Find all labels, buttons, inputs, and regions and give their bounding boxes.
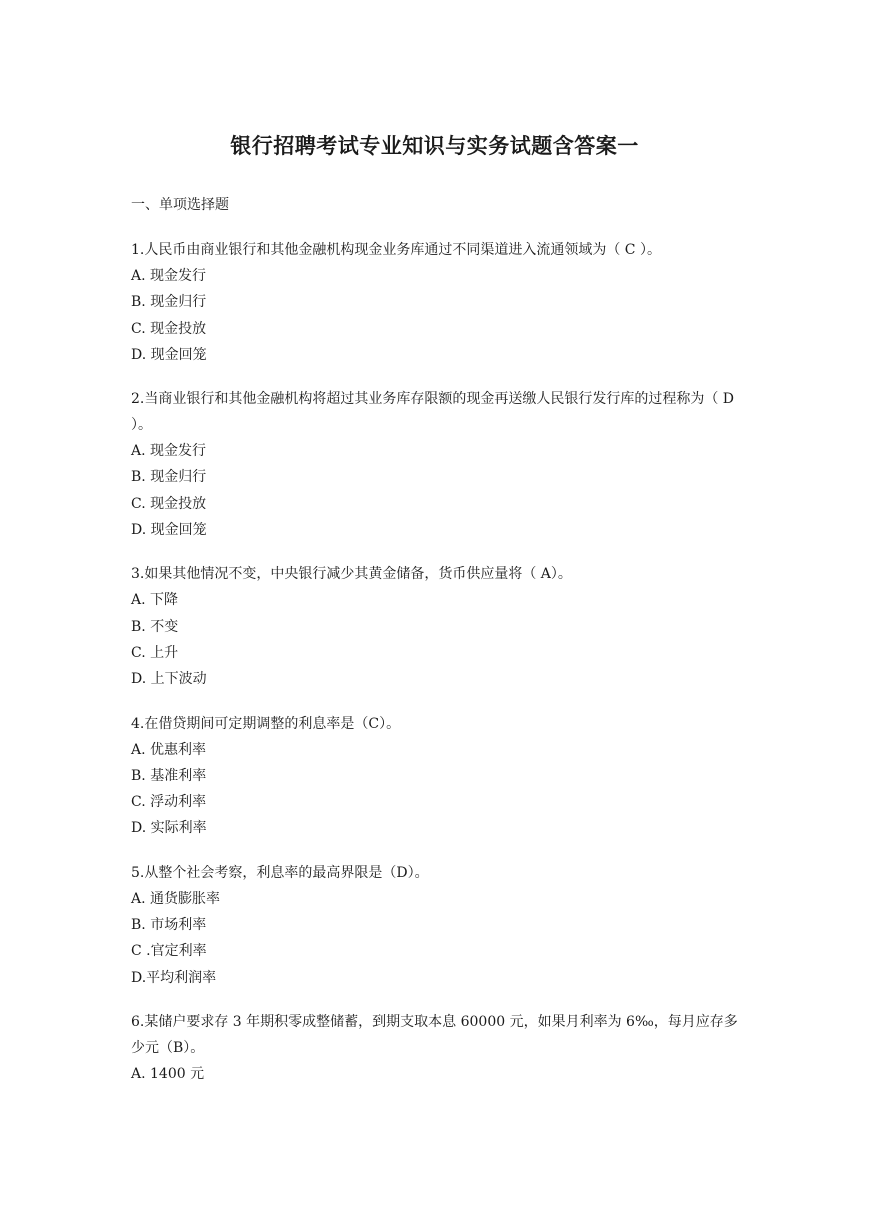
question-item xyxy=(131,561,741,692)
question-stem: 1.人民币由商业银行和其他金融机构现金业务库通过不同渠道进入流通领域为（ C ）。 xyxy=(131,242,661,258)
question-stem: 3.如果其他情况不变，中央银行减少其黄金储备，货币供应量将（ A）。 xyxy=(131,566,572,583)
question-stem: 6.某储户要求存 3 年期积零成整储蓄，到期支取本息 60000 元，如果月利率为 6‰，每月应存多少元（B）。 xyxy=(131,1013,738,1056)
answer-option: A. 优惠利率 xyxy=(131,741,207,758)
answer-option: C. 现金投放 xyxy=(131,495,207,512)
answer-option: A. 1400 元 xyxy=(131,1065,205,1082)
answer-option: C. 上升 xyxy=(131,644,179,661)
question-item xyxy=(131,711,741,842)
answer-option: A. 通货膨胀率 xyxy=(131,890,221,907)
answer-option: A. 现金发行 xyxy=(131,443,207,460)
question-stem: 5.从整个社会考察，利息率的最高界限是（D）。 xyxy=(131,864,429,881)
answer-option: A. 下降 xyxy=(131,592,179,609)
answer-option: A. 现金发行 xyxy=(131,268,207,284)
answer-option: B. 基准利率 xyxy=(131,767,207,784)
question-item xyxy=(131,237,741,368)
answer-option: B. 现金归行 xyxy=(131,294,207,311)
answer-option: D. 现金回笼 xyxy=(131,522,207,539)
answer-option: D. 实际利率 xyxy=(131,820,207,837)
answer-option: B. 现金归行 xyxy=(131,469,207,486)
answer-option: D. 现金回笼 xyxy=(131,346,207,363)
answer-option: B. 不变 xyxy=(131,618,179,635)
question-item xyxy=(131,860,741,991)
answer-option: D. 上下波动 xyxy=(131,671,207,688)
answer-option: B. 市场利率 xyxy=(131,917,207,934)
answer-option: C. 浮动利率 xyxy=(131,794,207,811)
question-item xyxy=(131,386,741,543)
answer-option: C. 现金投放 xyxy=(131,320,207,337)
page-title: 银行招聘考试专业知识与实务试题含答案一 xyxy=(230,133,639,158)
answer-option: C .官定利率 xyxy=(131,943,207,960)
question-stem: 2.当商业银行和其他金融机构将超过其业务库存限额的现金再送缴人民银行发行库的过程称为（ D ）。 xyxy=(131,391,735,434)
question-item xyxy=(131,1009,741,1087)
answer-option: D.平均利润率 xyxy=(131,969,217,986)
question-stem: 4.在借贷期间可定期调整的利息率是（C）。 xyxy=(131,715,401,732)
section-heading: 一、单项选择题 xyxy=(131,197,229,213)
question-list xyxy=(131,237,741,1105)
